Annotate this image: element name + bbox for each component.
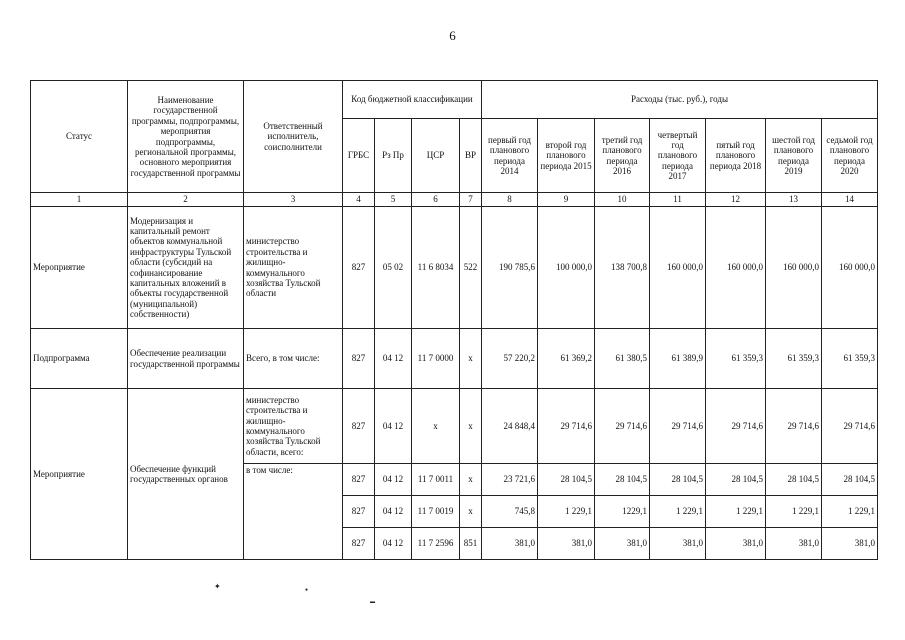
col-number: 7 [460, 193, 482, 207]
row-value: 381,0 [822, 528, 878, 560]
scan-speck: ✦ [214, 582, 221, 591]
row-value: 381,0 [595, 528, 650, 560]
row-status: Мероприятие [31, 389, 128, 560]
col-number: 5 [375, 193, 412, 207]
header-rzpr: Рз Пр [375, 119, 412, 193]
column-numbers-row [31, 193, 878, 207]
row-value: 57 220,2 [482, 329, 538, 389]
header-grbs: ГРБС [343, 119, 375, 193]
header-csr: ЦСР [412, 119, 460, 193]
row-value: 28 104,5 [538, 464, 595, 496]
row-value: 745,8 [482, 496, 538, 528]
row-name: Обеспечение реализации государственной программы [128, 329, 244, 389]
row-csr: 11 7 0000 [412, 329, 460, 389]
row-value: 190 785,6 [482, 207, 538, 329]
col-number: 1 [31, 193, 128, 207]
row-value: 29 714,6 [538, 389, 595, 464]
row-value: 160 000,0 [706, 207, 766, 329]
row-csr: х [412, 389, 460, 464]
row-value: 100 000,0 [538, 207, 595, 329]
col-number: 13 [766, 193, 822, 207]
row-grbs: 827 [343, 207, 375, 329]
scan-speck: ▬ [370, 600, 375, 605]
row-value: 381,0 [706, 528, 766, 560]
row-value: 29 714,6 [595, 389, 650, 464]
row-value: 29 714,6 [822, 389, 878, 464]
col-number: 4 [343, 193, 375, 207]
row-vr: х [460, 496, 482, 528]
col-number: 12 [706, 193, 766, 207]
header-year-2017: четвертый год планового периода 2017 [650, 119, 706, 193]
table-row [31, 389, 878, 464]
row-value: 28 104,5 [650, 464, 706, 496]
row-rzpr: 04 12 [375, 464, 412, 496]
col-number: 10 [595, 193, 650, 207]
row-value: 28 104,5 [595, 464, 650, 496]
row-status: Подпрограмма [31, 329, 128, 389]
row-value: 61 389,9 [650, 329, 706, 389]
row-responsible: министерство строительства и жилищно-коммунального хозяйства Тульской области, всего: [244, 389, 343, 464]
col-number: 11 [650, 193, 706, 207]
row-value: 29 714,6 [766, 389, 822, 464]
row-value: 381,0 [650, 528, 706, 560]
row-grbs: 827 [343, 528, 375, 560]
row-vr: 522 [460, 207, 482, 329]
header-vr: ВР [460, 119, 482, 193]
header-status: Статус [31, 81, 128, 193]
row-vr: 851 [460, 528, 482, 560]
row-grbs: 827 [343, 464, 375, 496]
row-value: 28 104,5 [706, 464, 766, 496]
row-responsible: в том числе: [244, 464, 343, 560]
header-row-1 [31, 81, 878, 119]
header-year-2015: второй год планового периода 2015 [538, 119, 595, 193]
budget-table [30, 80, 878, 560]
row-grbs: 827 [343, 496, 375, 528]
header-year-2020: седьмой год планового периода 2020 [822, 119, 878, 193]
row-name: Обеспечение функций государственных органов [128, 389, 244, 560]
header-year-2018: пятый год планового периода 2018 [706, 119, 766, 193]
col-number: 3 [244, 193, 343, 207]
row-csr: 11 7 0019 [412, 496, 460, 528]
row-value: 61 359,3 [766, 329, 822, 389]
row-value: 381,0 [482, 528, 538, 560]
row-value: 1 229,1 [650, 496, 706, 528]
col-number: 8 [482, 193, 538, 207]
header-year-2019: шестой год планового периода 2019 [766, 119, 822, 193]
row-value: 381,0 [538, 528, 595, 560]
col-number: 2 [128, 193, 244, 207]
row-responsible: Всего, в том числе: [244, 329, 343, 389]
row-value: 29 714,6 [650, 389, 706, 464]
row-grbs: 827 [343, 329, 375, 389]
header-code-group: Код бюджетной классификации [343, 81, 482, 119]
scan-speck: ● [305, 588, 309, 593]
row-value: 61 380,5 [595, 329, 650, 389]
header-expenses-group: Расходы (тыс. руб.), годы [482, 81, 878, 119]
row-value: 381,0 [766, 528, 822, 560]
row-value: 1229,1 [595, 496, 650, 528]
row-csr: 11 7 0011 [412, 464, 460, 496]
row-value: 61 359,3 [822, 329, 878, 389]
row-value: 24 848,4 [482, 389, 538, 464]
table-row [31, 329, 878, 389]
header-responsible: Ответственный исполнитель, соисполнители [244, 81, 343, 193]
col-number: 6 [412, 193, 460, 207]
row-vr: х [460, 389, 482, 464]
row-vr: х [460, 464, 482, 496]
col-number: 14 [822, 193, 878, 207]
page-number: 6 [449, 28, 456, 43]
row-value: 160 000,0 [766, 207, 822, 329]
header-year-2016: третий год планового периода 2016 [595, 119, 650, 193]
row-value: 61 369,2 [538, 329, 595, 389]
header-year-2014: первый год планового периода 2014 [482, 119, 538, 193]
row-csr: 11 7 2596 [412, 528, 460, 560]
row-rzpr: 04 12 [375, 528, 412, 560]
row-rzpr: 04 12 [375, 329, 412, 389]
row-value: 29 714,6 [706, 389, 766, 464]
row-grbs: 827 [343, 389, 375, 464]
row-value: 1 229,1 [538, 496, 595, 528]
row-value: 1 229,1 [766, 496, 822, 528]
row-value: 1 229,1 [822, 496, 878, 528]
row-vr: х [460, 329, 482, 389]
row-rzpr: 05 02 [375, 207, 412, 329]
row-value: 61 359,3 [706, 329, 766, 389]
row-rzpr: 04 12 [375, 496, 412, 528]
row-value: 23 721,6 [482, 464, 538, 496]
table-row [31, 207, 878, 329]
header-name: Наименование государственной программы, подпрограммы, мероприятия подпрограммы, региональной программы, основного мероприятия государственной программы [128, 81, 244, 193]
row-value: 138 700,8 [595, 207, 650, 329]
row-responsible: министерство строительства и жилищно-коммунального хозяйства Тульской области [244, 207, 343, 329]
row-status: Мероприятие [31, 207, 128, 329]
row-value: 28 104,5 [766, 464, 822, 496]
col-number: 9 [538, 193, 595, 207]
row-rzpr: 04 12 [375, 389, 412, 464]
row-value: 28 104,5 [822, 464, 878, 496]
row-value: 1 229,1 [706, 496, 766, 528]
row-name: Модернизация и капитальный ремонт объектов коммунальной инфраструктуры Тульской области (субсидий на софинансирование капитальных вложений в объекты государственной (муниципальной) собственности) [128, 207, 244, 329]
row-csr: 11 6 8034 [412, 207, 460, 329]
row-value: 160 000,0 [822, 207, 878, 329]
row-value: 160 000,0 [650, 207, 706, 329]
